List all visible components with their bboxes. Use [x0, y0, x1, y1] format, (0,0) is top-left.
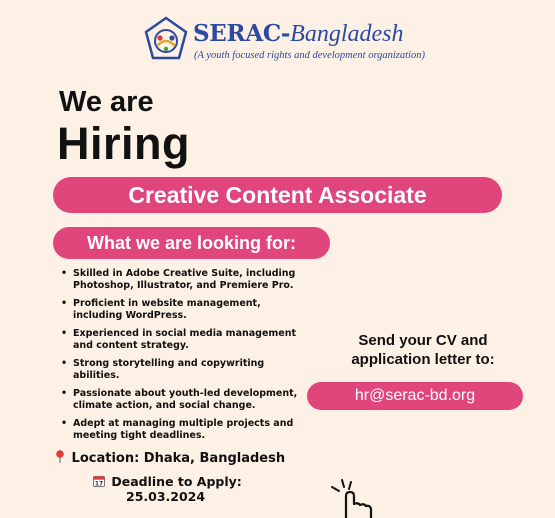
click-hand-icon: [328, 478, 378, 518]
list-item: • Proficient in website management, including WordPress.: [57, 298, 307, 321]
list-item: • Passionate about youth-led development, climate action, and social change.: [57, 388, 307, 411]
apply-instructions: [333, 331, 513, 369]
list-item: • Skilled in Adobe Creative Suite, including Photoshop, Illustrator, and Premiere Pro.: [57, 268, 307, 291]
looking-for-title: What we are looking for:: [53, 227, 330, 259]
logo: [143, 16, 443, 68]
deadline-label: Deadline to Apply:: [111, 474, 242, 489]
apply-line-2: application letter to:: [351, 351, 495, 368]
brand-name: [193, 20, 403, 48]
serac-emblem-icon: [143, 16, 189, 62]
brand-tagline: (A youth focused rights and development organization): [194, 50, 425, 61]
brand-main: SERAC-: [193, 20, 291, 47]
headline-we-are: We are: [59, 86, 154, 118]
deadline-date: 25.03.2024: [126, 489, 206, 504]
list-item: • Experienced in social media management and content strategy.: [57, 328, 307, 351]
location: [55, 450, 285, 467]
location-text: Location: Dhaka, Bangladesh: [71, 451, 286, 466]
list-item: • Strong storytelling and copywriting abilities.: [57, 358, 307, 381]
email-link[interactable]: hr@serac-bd.org: [307, 382, 523, 410]
calendar-icon: [93, 475, 107, 490]
list-item: • Adept at managing multiple projects and meeting tight deadlines.: [57, 418, 307, 441]
role-title: Creative Content Associate: [53, 177, 502, 213]
apply-line-1: Send your CV and: [358, 332, 488, 349]
requirements-list: [57, 268, 307, 448]
pin-icon: [55, 450, 67, 467]
svg-text:17: 17: [94, 480, 104, 487]
brand-italic: Bangladesh: [290, 21, 404, 47]
headline-hiring: Hiring: [57, 118, 190, 169]
deadline: [93, 474, 242, 490]
